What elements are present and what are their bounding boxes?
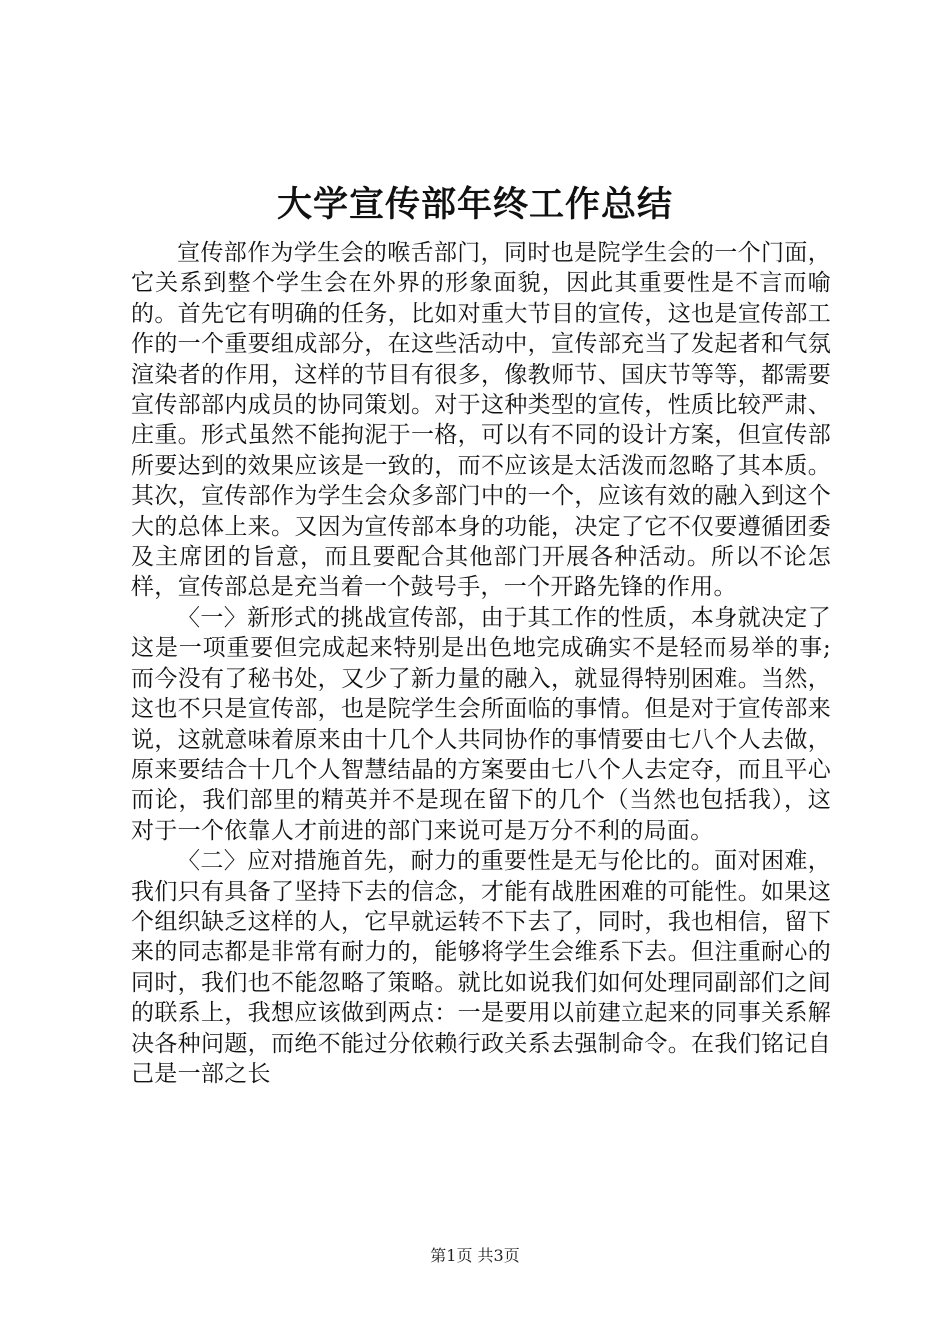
paragraph-section-one: 〈一〉新形式的挑战宣传部，由于其工作的性质，本身就决定了这是一项重要但完成起来特别是出色地完成确实不是轻而易举的事;而今没有了秘书处，又少了新力量的融入，就显得特别困难。当然，这也不只是宣传部，也是院学生会所面临的事情。但是对于宣传部来说，这就意味着原来由十几个人共同协作的事情要由七八个人去做，原来要结合十几个人智慧结晶的方案要由七八个人去定夺，而且平心而论，我们部里的精英并不是现在留下的几个（当然也包括我），这对于一个依靠人才前进的部门来说可是万分不利的局面。: [131, 604, 831, 844]
document-title: 大学宣传部年终工作总结: [276, 184, 673, 225]
page-number-footer: 第1页 共3页: [430, 1246, 520, 1265]
paragraph-intro: 宣传部作为学生会的喉舌部门，同时也是院学生会的一个门面，它关系到整个学生会在外界的形象面貌，因此其重要性是不言而喻的。首先它有明确的任务，比如对重大节目的宣传，这也是宣传部工作的一个重要组成部分，在这些活动中，宣传部充当了发起者和气氛渲染者的作用，这样的节目有很多，像教师节、国庆节等等，都需要宣传部部内成员的协同策划。对于这种类型的宣传，性质比较严肃、庄重。形式虽然不能拘泥于一格，可以有不同的设计方案，但宣传部所要达到的效果应该是一致的，而不应该是太活泼而忽略了其本质。其次，宣传部作为学生会众多部门中的一个，应该有效的融入到这个大的总体上来。又因为宣传部本身的功能，决定了它不仅要遵循团委及主席团的旨意，而且要配合其他部门开展各种活动。所以不论怎样，宣传部总是充当着一个鼓号手，一个开路先锋的作用。: [131, 240, 831, 601]
document-body: [131, 238, 831, 1089]
paragraph-section-two: 〈二〉应对措施首先，耐力的重要性是无与伦比的。面对困难，我们只有具备了坚持下去的信念，才能有战胜困难的可能性。如果这个组织缺乏这样的人，它早就运转不下去了，同时，我也相信，留下来的同志都是非常有耐力的，能够将学生会维系下去。但注重耐心的同时，我们也不能忽略了策略。就比如说我们如何处理同副部们之间的联系上，我想应该做到两点：一是要用以前建立起来的同事关系解决各种问题，而绝不能过分依赖行政关系去强制命令。在我们铭记自己是一部之长: [131, 848, 831, 1087]
